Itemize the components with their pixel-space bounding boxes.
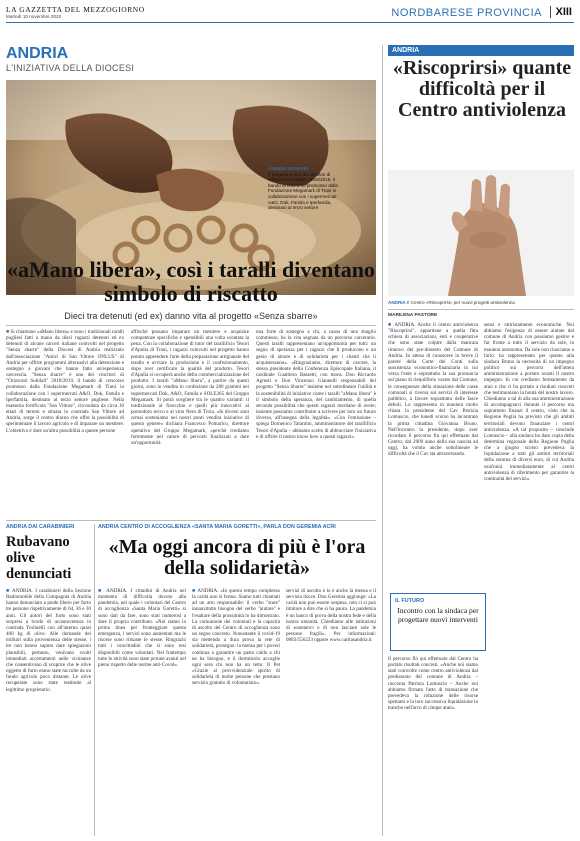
lower-divider — [94, 524, 95, 836]
main-article-col-1-text: Si chiamano «aMano libera» e sono i tradizionali taralli pugliesi fatti a mano da dieci ragazzi detenuti ed ex detenuti di alcune carceri italiane coinvolti nel progetto "Senza sbarre" della Diocesi di Andria realizzato dall'associazione "Amici di San Vittore ONLUS" di Andria per offrire programmi alternativi alla detenzione e sostegno a giovani che hanno fatto un'esperienza carceraria. "Senza sbarre" è uno dei vincitori di "Orizzonti Solidali" 2018/2019, il bando di concorso promosso dalla Fondazione Megamark di Trani in collaborazione con i supermercati A&O, Dok, Famila e Iperfamila, destinato al terzo settore pugliese. Nella masseria fortificata "San Vittore", circondata da circa 10 ettari di terreni e situata in contrada San Vittore ad Andria, sorge il centro diurno che offre la possibilità di sperimentare il lavoro agricolo e di imparare un mestiere. L'obiettivo è dare un'altra possibilità a queste persone — [6, 329, 124, 434]
right-article-col-a-text: ANDRIA. Anche il centro antiviolenza "Riscoprirsi", appartiene a quella fitta schiera di associazioni, enti e cooperative che sono state colpite dalla mancata rinnovo del pre-dissesto del Comune di Andria. In attesa di conoscere in breve il parere della Corte dei Conti sulla sussistenza economico-finanziaria in cui versa l'ente e soprattutto la sua pronuncia sul piano di riequilibrio varato dal Comune, le conseguenze della situazione delle casse comunali si riversa sui servizi di interesse pubblico, a favore soprattutto delle fasce deboli. Lo rappresenta in maniera molto chiara la presidente del Cav Patrizia Lomuscio, che lunedì scorso ha incontrato la prima cittadina Giovanna Bruno. Nell'incontro la presidente, dopo aver ricordato il percorso fin qui effettuato dal Centro, dal 2009 anno della sua nascita ad oggi, ha voluto anche sottolineare le difficoltà che il Cav sta attraversando. — [388, 322, 478, 458]
right-article-headline: «Riscoprirsi» quante difficoltà per il Centro antiviolenza — [392, 57, 572, 121]
bullet-icon: ■ — [388, 322, 395, 328]
newspaper-name: LA GAZZETTA DEL MEZZOGIORNO — [6, 5, 145, 14]
column-divider — [382, 45, 383, 836]
photo-caption — [268, 166, 340, 211]
section-name: NORDBARESE PROVINCIA — [391, 7, 542, 19]
area-title: ANDRIA — [6, 45, 69, 62]
right-rule — [388, 309, 574, 310]
right-article-col-a2: Il percorso fin qui effettuato dal Centro ha portato risultati concreti. «Anche noi siamo stati coinvolte come centro antiviolenza dal predissesto del comune di Andria – racconta Patrizia Lomuscio – Anche noi abbiamo firmato l'atto di transazione che prevedeva la riduzione delle risorse spettanti e la loro successiva liquidazione in tranche nell'arco di cinque anni». — [388, 656, 478, 712]
main-article-col-1 — [6, 329, 124, 517]
info-box-title: Incontro con la sindaca per progettare nuovi interventi — [397, 606, 479, 624]
lower-center-col-2 — [192, 588, 280, 836]
lower-center-col-3: servizi di ascolto e lo è anche la mensa e il servizio docce. Don Geremia aggiunge: «La carità non può essere sospesa, non ci si può limitare a dire che si ha paura. La pandemia è un banco di prova della nostra fede e della nostra umanità. Chiediamo alle istituzioni di sostenerci e di non lasciare sole le persone fragili». Per informazioni: 0883/556223 oppure www.caritasandria.it — [286, 588, 376, 644]
info-box-kicker: IL FUTURO — [395, 598, 425, 604]
lower-left-text-body: ANDRIA. I carabinieri della Sezione Radiomobile della Compagnia di Andria hanno denunciato a piede libero per furto tre persone rispettivamente di 64, 36 e 30 anni. Gli autori del furto sono stati sorpresi a bordo di un'autovettura in contrada Trolinelli con all'interno quasi 400 kg di olive. Alle domande dei militari sulla provenienza delle stesse, i tre non hanno saputo dare spiegazioni plausibili, pertanto, venivano svolti immediati accertamenti nelle vicinanze che consentivano di scoprire che le olive oggetto di furto erano state raccolte da un fondo agricolo poco distante. Le olive recuperate sono state restituite al legittimo proprietario. — [6, 588, 91, 693]
lower-center-col-1 — [98, 588, 186, 836]
main-headline: «aMano libera», così i taralli diventano simbolo di riscatto — [7, 257, 375, 306]
bullet-icon: ■ — [98, 588, 107, 594]
lower-center-kicker: ANDRIA CENTRO DI ACCOGLIENZA «SANTA MARIA GORETTI», PARLA DON GEREMIA ACRI — [98, 524, 336, 530]
main-rule — [6, 325, 376, 326]
photo-fist-stop — [388, 170, 574, 296]
main-subheadline: Dieci tra detenuti (ed ex) danno vita al progetto «Senza sbarre» — [64, 311, 318, 321]
right-caption-label: ANDRIA — [388, 300, 406, 305]
area-subtitle: L'INIZIATIVA DELLA DIOCESI — [6, 63, 135, 73]
masthead-rule — [6, 22, 574, 23]
right-article-col-a — [388, 322, 478, 592]
issue-date: Martedì 10 novembre 2020 — [6, 14, 62, 19]
bullet-icon: ■ — [192, 588, 198, 594]
lower-left-kicker: ANDRIA DAI CARABINIERI — [6, 524, 75, 530]
bullet-icon: ■ — [6, 329, 11, 335]
right-article-tag: ANDRIA — [388, 45, 574, 56]
lower-left-text — [6, 588, 91, 836]
lower-center-headline: «Ma oggi ancora di più è l'ora della solidarietà» — [108, 536, 366, 579]
photo-fist-image — [388, 170, 574, 296]
lower-center-col-1-text: ANDRIA. I cittadini di Andria nel momento di difficoltà dovuto alla pandemia, nel quale i volontari del Centro di accoglienza «Santa Maria Goretti» si sono dati da fare, sono stati numerosi a dare il proprio contributo. «Noi siamo in prima linea per fronteggiare questa emergenza, i servizi sono aumentati ma le risorse sono rimaste le stesse. Ringrazio tutti i concittadini che si sono resi disponibili come volontari. Nel frattempo tutte le attività sono state portate avanti nel pieno rispetto delle norme anti-Covid». — [98, 588, 186, 668]
lower-rule — [6, 520, 376, 521]
right-article-author: MARILENA PASTORE — [388, 313, 438, 318]
photo-caption-text: Il progetto è uno dei vincitori di «Orizzonti Solidali» 2018/2019, il bando di concorso promosso dalla Fondazione Megamark di Trani in collaborazione con i supermercati A&O, Dok, Famila e Iperfamila, destinato al terzo settore — [268, 171, 338, 211]
main-article-col-3: una forte di sostegno a chi, a causa di uno sbaglio commesso, ha la vita segnata da un percorso carcerario. Questi taralli rappresentano un'opportunità per tutti: un segno di speranza per i ragazzi che li producono e un gesto di amore e di solidarietà per i clienti che li acquisteranno». «Ringraziamo, direttore di carcere, la stessa presidente della Conferenza Episcopale Italiana, il cardinale Gualtiero Bassetti, con mons. Don Riccardo Agresti e Don Vincenzo Giannelli responsabili del progetto "Senza Sbarre" insieme nel sottolineare l'utilità e la sostenibilità di iniziative come i taralli "aMano libera" è il simbolo della speranza, del cambiamento, di quella seconda possibilità che questi ragazzi meritano di avere; insieme possiamo contribuire a scrivere per loro un futuro diverso, all'insegna della legalità». «Con l'emissione – spiega Domenico Tarantini, amministratore del tarallificio Tesori d'Apulia – abbiamo scelto di abbracciare l'iniziativa e di offrire il nostro know how a questi ragazzi». — [256, 329, 376, 440]
main-article-col-2: affinché possano imparare un mestiere e acquisire competenze specifiche e spendibili una volta scontata la pena. Con la collaborazione di tutor del tarallificio Tesori d'Apulia di Trani, i ragazzi coinvolti nel progetto hanno potuto apprendere l'arte della preparazione artigianale del tarallo e avviare la produzione e il confezionamento, dopo aver certificato la qualità del prodotto. Tesori d'Apulia si occuperà anche della commercializzazione del prodotto. I taralli "aMano libera", a partire da questi giorni, sono in vendita in confezione da 280 grammi nei supermercati Dok, A&O, Famila e SOLE365 del Gruppo Megamark. Si potrà scegliere tra le quattro varianti: il tradizionale al finocchio e quelli più innovativi al pomodoro secco e al vino Nero di Troia. «In diversi anni ormai sosteniamo nei nostri punti vendita iniziative di questo genere» dichiara Francesco Pomarico, direttore operativo del Gruppo Megamark, «perché crediamo fortemente nel valore di percorsi finalizzati a dare un'opportunità — [131, 329, 249, 446]
right-photo-caption — [388, 300, 574, 305]
lower-center-col-2-text: ANDRIA. «In questo tempo complesso la carità non si ferma. Siamo tutti chiamati ad un atto responsabile: il verbo "stare" innanzitutto bisogno del verbo "aiutare" e l'esaltare della prossimità lo ha dimostrato. La comunione dei volontari e la capacità di ascolto del Centro di accoglienza sono un segno concreto. Nonostante il covid-19 sia mettendo a dura prova la rete di solidarietà, proseguo: la mensa per i poveri continua a garantire un pasto caldo a chi ne ha bisogno, e il dormitorio accoglie ogni sera chi non ha un tetto. Il Pet «Grazie al provvidenziale spirito di solidarietà di molte persone che prestano servizio gratuito di volontariato». — [192, 588, 280, 687]
photo-caption-title: «SENZA SBARRE» — [268, 166, 310, 171]
bullet-icon: ■ — [6, 588, 13, 594]
page-number: XIII — [550, 6, 572, 18]
right-article-col-b: sensi e rattristamento economiche. Noi abbiamo l'esigenza di essere aiutate dal comune di Andria con possiamo gestire e far fronte a tutto il servizio da sole, in maniera autonoma. Da sole non riusciamo a farlo: ha rappresentato per questo alla sindaca Bruno la necessità di un impegno politico sui percorsi dell'intera amministrazione a portare avanti il nostro impegno. In cui crediamo fermamente da anni e che ci ha portato a risultati concreti che testimoniano la bontà del nostro lavoro. Chiediamo a tal di alla sua amministrazione di accompagnarci durante il percorso ma soprattutto finanzi il centro, visto che la Regione Puglia ha previsto che gli ambiti territoriali devono finanziare i centri antiviolenza. «A tal proposito – conclude Lomuscio – alla sindaca ho dato copia della determina regionale della Regione Puglia che a giugno scorso prevedeva la liquidazione a tutti gli ambiti territoriali della somma di diversi euro, di cui Andria usufruirà immediatamente ai centri antiviolenza di riferimento per garantire la continuità dei servizi». — [484, 322, 574, 482]
right-caption-text: Il Centro «Riscoprirsi» per nuovi progetti antiviolenza — [407, 300, 515, 305]
info-box — [390, 593, 486, 651]
lower-left-headline: Rubavano olive denunciati — [6, 534, 72, 582]
